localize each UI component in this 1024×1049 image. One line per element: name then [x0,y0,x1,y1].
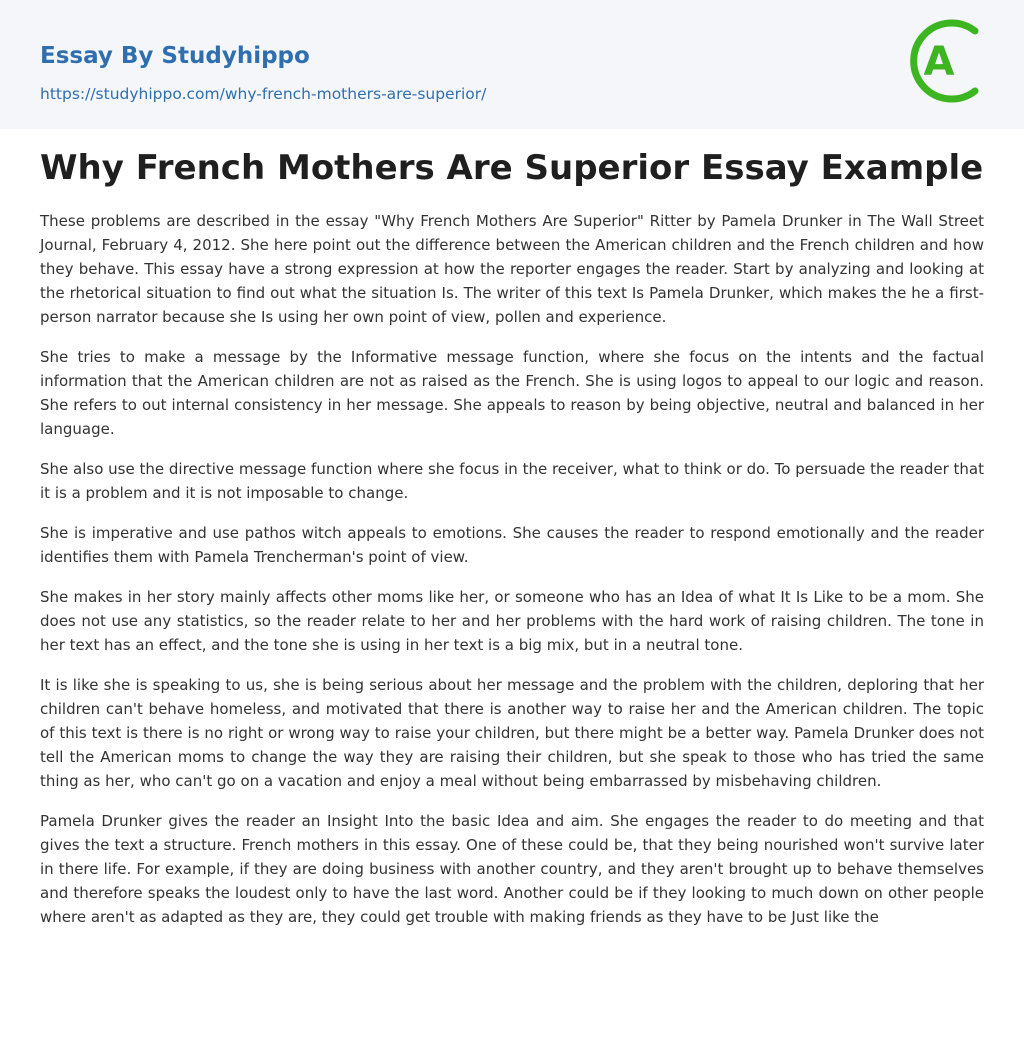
essay-url-link[interactable]: https://studyhippo.com/why-french-mothers-are-superior/ [40,85,487,103]
essay-paragraph: She is imperative and use pathos witch appeals to emotions. She causes the reader to respond emotionally and the reader identifies them with Pamela Trencherman's point of view. [40,524,984,566]
site-header [0,0,1024,129]
essay-paragraph: She tries to make a message by the Informative message function, where she focus on the intents and the factual information that the American children are not as raised as the French. She is using logos to appeal to our logic and reason. She refers to out internal consistency in her message. She appeals to reason by being objective, neutral and balanced in her language. [40,348,984,438]
essay-paragraph: She makes in her story mainly affects other moms like her, or someone who has an Idea of what It Is Like to be a mom. She does not use any statistics, so the reader relate to her and her problems with the hard work of raising children. The tone in her text has an effect, and the tone she is using in her text is a big mix, but in a neutral tone. [40,588,984,654]
essay-paragraph: Pamela Drunker gives the reader an Insight Into the basic Idea and aim. She engages the reader to do meeting and that gives the text a structure. French mothers in this essay. One of these could be, that they being nourished won't survive later in there life. For example, if they are doing business with another country, and they aren't brought up to behave themselves and therefore speaks the loudest only to have the last word. Another could be if they looking to much down on other people where aren't as adapted as they are, they could get trouble with making friends as they have to be Just like the [40,812,984,926]
essay-body [40,209,984,929]
studyhippo-logo-icon[interactable] [904,18,990,104]
essay-paragraph: It is like she is speaking to us, she is being serious about her message and the problem with the children, deploring that her children can't behave homeless, and motivated that there is another way to raise her and the American children. The topic of this text is there is no right or wrong way to raise your children, but there might be a better way. Pamela Drunker does not tell the American moms to change the way they are raising their children, but she speak to those who has tried the same thing as her, who can't go on a vacation and enjoy a meal without being embarrassed by misbehaving children. [40,676,984,790]
logo-letter: A [923,39,955,85]
essay-paragraph: These problems are described in the essay "Why French Mothers Are Superior" Ritter by Pamela Drunker in The Wall Street Journal, February 4, 2012. She here point out the difference between the American children and the French children and how they behave. This essay have a strong expression at how the reporter engages the reader. Start by analyzing and looking at the rhetorical situation to find out what the situation Is. The writer of this text Is Pamela Drunker, which makes the he a first-person narrator because she Is using her own point of view, pollen and experience. [40,212,984,326]
site-title[interactable]: Essay By Studyhippo [40,43,310,69]
page-title: Why French Mothers Are Superior Essay Example [40,148,984,188]
essay-paragraph: She also use the directive message function where she focus in the receiver, what to think or do. To persuade the reader that it is a problem and it is not imposable to change. [40,460,984,502]
